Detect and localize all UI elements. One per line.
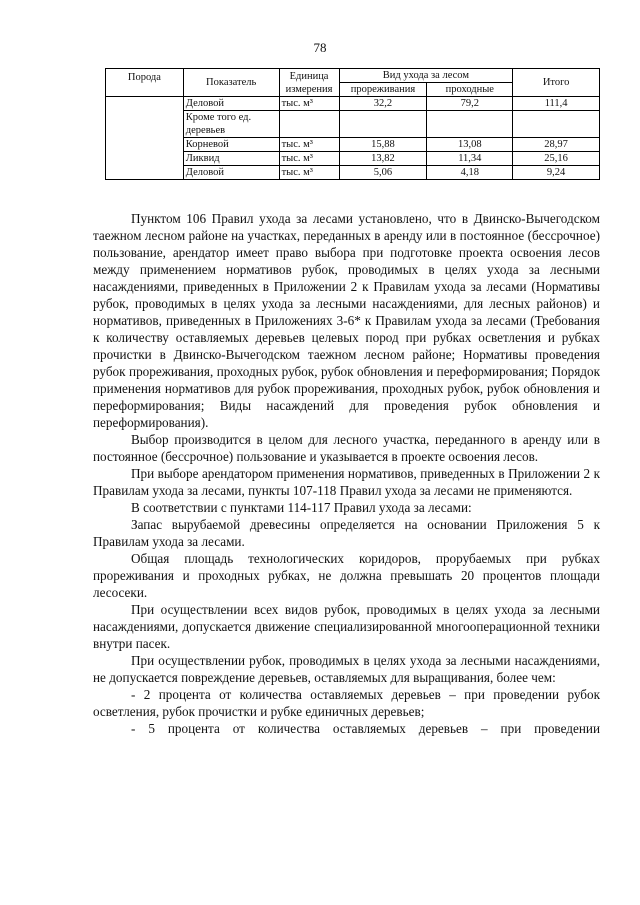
table-row	[106, 97, 600, 111]
passing-cell: 11,34	[427, 152, 513, 166]
list-item: - 2 процента от количества оставляемых деревьев – при проведении рубок осветления, рубок прочистки и рубке единичных деревьев;	[93, 687, 600, 719]
thinning-cell: 13,82	[339, 152, 427, 166]
page-number: 78	[313, 40, 327, 55]
indicator-cell: Деловой	[183, 166, 279, 180]
total-cell: 25,16	[513, 152, 600, 166]
unit-cell: тыс. м³	[279, 152, 339, 166]
header-thinning: прореживания	[339, 83, 427, 97]
header-unit: Единица измерения	[279, 69, 339, 97]
total-cell: 28,97	[513, 138, 600, 152]
body-text	[93, 210, 600, 737]
paragraph: При выборе арендатором применения нормативов, приведенных в Приложении 2 к Правилам ухода за лесами, пункты 107-118 Правил ухода за лесами не применяются.	[93, 466, 600, 498]
timber-volume-table	[105, 68, 600, 180]
paragraph: При осуществлении всех видов рубок, проводимых в целях ухода за лесными насаждениями, допускается движение специализированной многооперационной техники внутри пасек.	[93, 602, 600, 651]
passing-cell	[427, 111, 513, 138]
unit-cell: тыс. м³	[279, 138, 339, 152]
paragraph: В соответствии с пунктами 114-117 Правил ухода за лесами:	[131, 500, 472, 515]
passing-cell: 4,18	[427, 166, 513, 180]
unit-cell: тыс. м³	[279, 97, 339, 111]
paragraph: Запас вырубаемой древесины определяется на основании Приложения 5 к Правилам ухода за лесами.	[93, 517, 600, 549]
thinning-cell: 15,88	[339, 138, 427, 152]
indicator-cell: Корневой	[183, 138, 279, 152]
list-item: - 5 процента от количества оставляемых деревьев – при проведении	[131, 721, 600, 736]
unit-cell: тыс. м³	[279, 166, 339, 180]
total-cell: 111,4	[513, 97, 600, 111]
indicator-cell: Ликвид	[183, 152, 279, 166]
header-care-type: Вид ухода за лесом	[339, 69, 513, 83]
header-total: Итого	[513, 69, 600, 97]
indicator-cell: Деловой	[183, 97, 279, 111]
paragraph: Пунктом 106 Правил ухода за лесами установлено, что в Двинско-Вычегодском таежном лесном районе на участках, переданных в аренду или в постоянное (бессрочное) пользование, арендатор имеет право выбора при подготовке проекта освоения лесов между применением нормативов рубок, проводимых в целях ухода за лесными насаждениями, приведенных в Приложении 2 к Правилам ухода за лесами (Нормативы рубок, проводимых в целях ухода за лесными насаждениями, для лесных районов) и нормативов, приведенных в Приложениях 3-6* к Правилам ухода за лесами (Требования к количеству оставляемых деревьев целевых пород при рубках осветления и рубках прочистки в Двинско-Вычегодском таежном лесном районе; Нормативы проведения рубок прореживания, проходных рубок, рубок обновления и переформирования; Порядок применения нормативов для рубок прореживания, проходных рубок, рубок обновления и переформирования; Виды насаждений для проведения рубок обновления и переформирования).	[93, 211, 600, 430]
header-indicator: Показатель	[183, 69, 279, 97]
total-cell	[513, 111, 600, 138]
indicator-cell: Кроме того ед. деревьев	[183, 111, 279, 138]
passing-cell: 13,08	[427, 138, 513, 152]
unit-cell	[279, 111, 339, 138]
paragraph: При осуществлении рубок, проводимых в целях ухода за лесными насаждениями, не допускается повреждение деревьев, оставляемых для выращивания, более чем:	[93, 653, 600, 685]
breed-cell	[106, 97, 184, 180]
total-cell: 9,24	[513, 166, 600, 180]
thinning-cell: 5,06	[339, 166, 427, 180]
header-passing: проходные	[427, 83, 513, 97]
paragraph: Выбор производится в целом для лесного участка, переданного в аренду или в постоянное (бессрочное) пользование и указывается в проекте освоения лесов.	[93, 432, 600, 464]
thinning-cell: 32,2	[339, 97, 427, 111]
thinning-cell	[339, 111, 427, 138]
passing-cell: 79,2	[427, 97, 513, 111]
header-breed: Порода	[106, 69, 184, 97]
paragraph: Общая площадь технологических коридоров, прорубаемых при рубках прореживания и проходных рубках, не должна превышать 20 процентов площади лесосеки.	[93, 551, 600, 600]
